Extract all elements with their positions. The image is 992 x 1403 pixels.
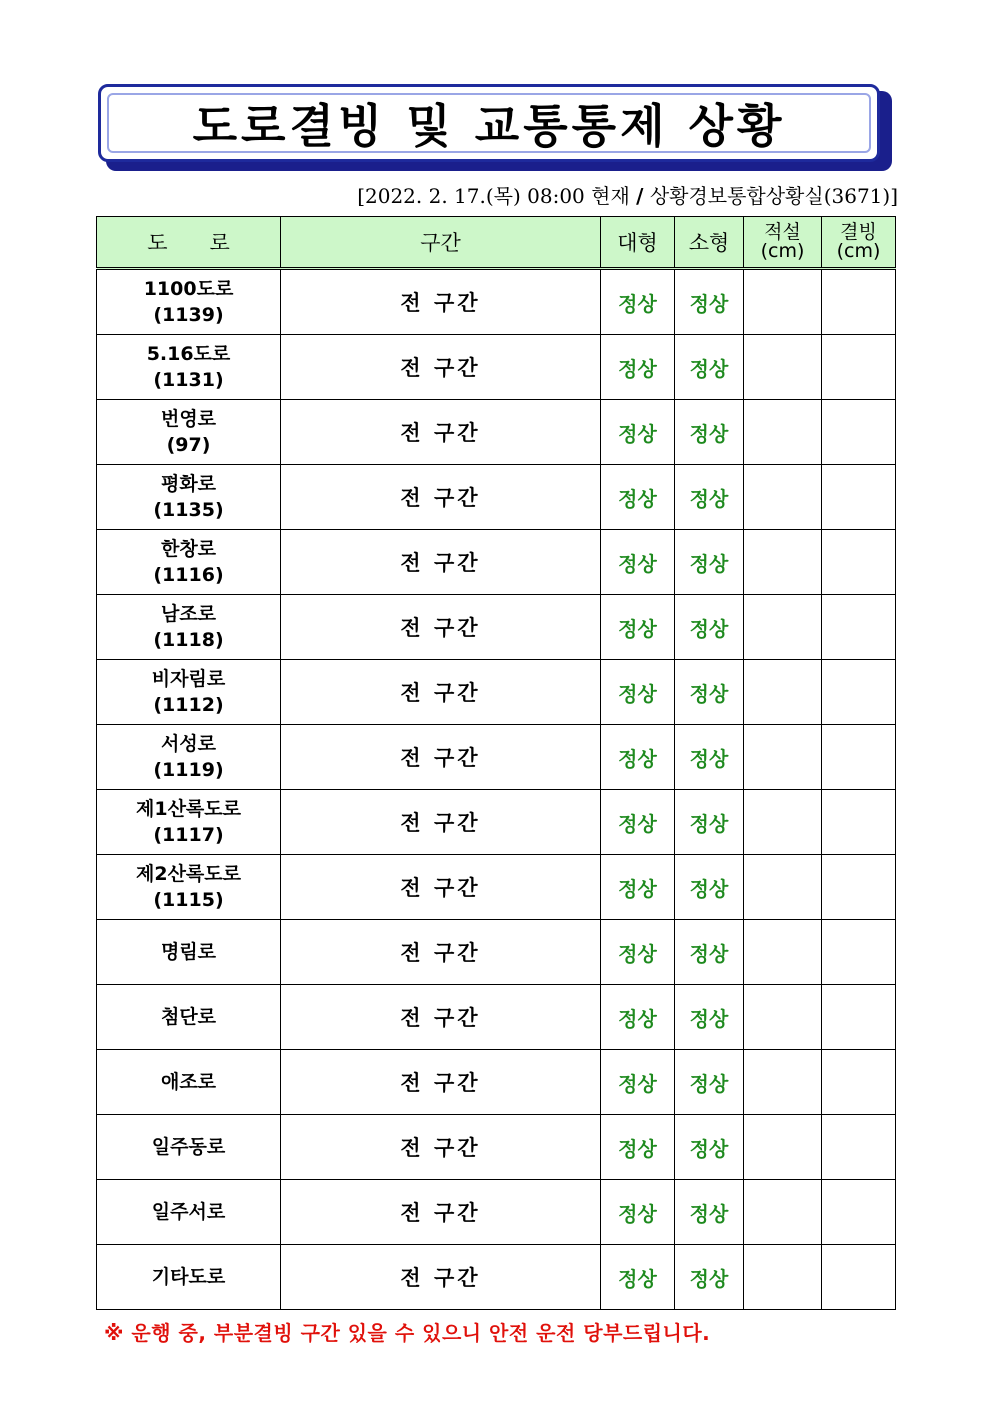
table-body	[97, 269, 896, 1310]
snow-depth-cell	[744, 855, 822, 920]
large-vehicle-status: 정상	[601, 985, 675, 1050]
section-cell: 전 구간	[281, 1245, 601, 1310]
ice-depth-cell	[822, 1050, 896, 1115]
large-vehicle-status: 정상	[601, 855, 675, 920]
road-cell	[97, 1115, 281, 1180]
small-vehicle-status: 정상	[675, 1115, 744, 1180]
road-name: 일주서로	[151, 1201, 226, 1223]
table-row	[97, 985, 896, 1050]
table-row	[97, 465, 896, 530]
road-name: 비자림로	[151, 668, 226, 690]
table-row	[97, 1050, 896, 1115]
road-cell	[97, 335, 281, 400]
small-vehicle-status: 정상	[675, 790, 744, 855]
road-status-table	[96, 216, 896, 1310]
road-cell	[97, 1180, 281, 1245]
road-cell	[97, 269, 281, 335]
ice-depth-cell	[822, 855, 896, 920]
large-vehicle-status: 정상	[601, 920, 675, 985]
table-row	[97, 920, 896, 985]
snow-depth-cell	[744, 1050, 822, 1115]
ice-depth-cell	[822, 400, 896, 465]
ice-depth-cell	[822, 465, 896, 530]
small-vehicle-status: 정상	[675, 855, 744, 920]
road-cell	[97, 1050, 281, 1115]
large-vehicle-status: 정상	[601, 790, 675, 855]
road-name: 번영로	[160, 408, 217, 430]
road-name: 한창로	[160, 538, 217, 560]
road-code: (1131)	[153, 369, 224, 391]
road-code: (1118)	[153, 629, 224, 651]
ice-depth-cell	[822, 985, 896, 1050]
road-cell	[97, 725, 281, 790]
large-vehicle-status: 정상	[601, 400, 675, 465]
road-cell	[97, 1245, 281, 1310]
road-name: 5.16도로	[146, 343, 231, 365]
large-vehicle-status: 정상	[601, 530, 675, 595]
large-vehicle-status: 정상	[601, 1245, 675, 1310]
ice-depth-cell	[822, 725, 896, 790]
large-vehicle-status: 정상	[601, 1115, 675, 1180]
table-row	[97, 1245, 896, 1310]
road-code: (1139)	[153, 304, 224, 326]
header-section: 구간	[281, 217, 601, 269]
large-vehicle-status: 정상	[601, 1050, 675, 1115]
page-title: 도로결빙 및 교통통제 상황	[192, 99, 786, 153]
road-name: 남조로	[160, 603, 217, 625]
header-ice	[822, 217, 896, 269]
large-vehicle-status: 정상	[601, 660, 675, 725]
table-row	[97, 400, 896, 465]
table-row	[97, 1180, 896, 1245]
small-vehicle-status: 정상	[675, 725, 744, 790]
large-vehicle-status: 정상	[601, 725, 675, 790]
report-office: 상황경보통합상황실(3671)]	[649, 184, 898, 208]
table-row	[97, 790, 896, 855]
header-ice-label: 결빙	[840, 221, 877, 243]
road-name: 제1산록도로	[136, 798, 241, 820]
large-vehicle-status: 정상	[601, 335, 675, 400]
road-code: (1112)	[153, 694, 224, 716]
small-vehicle-status: 정상	[675, 920, 744, 985]
road-code: (97)	[166, 434, 211, 456]
table-row	[97, 269, 896, 335]
table-row	[97, 530, 896, 595]
section-cell: 전 구간	[281, 985, 601, 1050]
section-cell: 전 구간	[281, 335, 601, 400]
small-vehicle-status: 정상	[675, 269, 744, 335]
safety-notice: ※ 운행 중, 부분결빙 구간 있을 수 있으니 안전 운전 당부드립니다.	[104, 1321, 711, 1345]
road-cell	[97, 595, 281, 660]
section-cell: 전 구간	[281, 530, 601, 595]
section-cell: 전 구간	[281, 400, 601, 465]
snow-depth-cell	[744, 595, 822, 660]
section-cell: 전 구간	[281, 1050, 601, 1115]
small-vehicle-status: 정상	[675, 660, 744, 725]
small-vehicle-status: 정상	[675, 465, 744, 530]
table-row	[97, 725, 896, 790]
ice-depth-cell	[822, 1180, 896, 1245]
small-vehicle-status: 정상	[675, 595, 744, 660]
section-cell: 전 구간	[281, 269, 601, 335]
road-cell	[97, 400, 281, 465]
header-snow-unit: (cm)	[760, 240, 805, 262]
section-cell: 전 구간	[281, 465, 601, 530]
small-vehicle-status: 정상	[675, 985, 744, 1050]
ice-depth-cell	[822, 1115, 896, 1180]
ice-depth-cell	[822, 269, 896, 335]
road-name: 1100도로	[143, 278, 234, 300]
header-small: 소형	[675, 217, 744, 269]
snow-depth-cell	[744, 1245, 822, 1310]
small-vehicle-status: 정상	[675, 1180, 744, 1245]
section-cell: 전 구간	[281, 790, 601, 855]
table-row	[97, 595, 896, 660]
large-vehicle-status: 정상	[601, 269, 675, 335]
large-vehicle-status: 정상	[601, 465, 675, 530]
small-vehicle-status: 정상	[675, 530, 744, 595]
ice-depth-cell	[822, 790, 896, 855]
section-cell: 전 구간	[281, 1115, 601, 1180]
road-name: 평화로	[160, 473, 217, 495]
road-code: (1115)	[153, 889, 224, 911]
road-name: 명림로	[160, 941, 217, 963]
road-cell	[97, 660, 281, 725]
small-vehicle-status: 정상	[675, 1245, 744, 1310]
ice-depth-cell	[822, 595, 896, 660]
road-name: 일주동로	[151, 1136, 226, 1158]
road-code: (1116)	[153, 564, 224, 586]
snow-depth-cell	[744, 920, 822, 985]
ice-depth-cell	[822, 1245, 896, 1310]
road-name: 제2산록도로	[136, 863, 241, 885]
snow-depth-cell	[744, 725, 822, 790]
road-code: (1119)	[153, 759, 224, 781]
table-row	[97, 335, 896, 400]
section-cell: 전 구간	[281, 855, 601, 920]
section-cell: 전 구간	[281, 725, 601, 790]
road-name: 첨단로	[160, 1006, 217, 1028]
road-cell	[97, 790, 281, 855]
section-cell: 전 구간	[281, 1180, 601, 1245]
large-vehicle-status: 정상	[601, 1180, 675, 1245]
ice-depth-cell	[822, 530, 896, 595]
snow-depth-cell	[744, 985, 822, 1050]
subtitle-separator: /	[636, 184, 644, 208]
table-row	[97, 1115, 896, 1180]
table-row	[97, 660, 896, 725]
header-snow-label: 적설	[764, 221, 801, 243]
large-vehicle-status: 정상	[601, 595, 675, 660]
road-name: 애조로	[160, 1071, 217, 1093]
road-cell	[97, 530, 281, 595]
road-code: (1135)	[153, 499, 224, 521]
small-vehicle-status: 정상	[675, 1050, 744, 1115]
section-cell: 전 구간	[281, 595, 601, 660]
title-banner	[98, 84, 880, 162]
header-road: 도 로	[97, 217, 281, 269]
snow-depth-cell	[744, 530, 822, 595]
header-large: 대형	[601, 217, 675, 269]
table-header-row	[97, 217, 896, 269]
road-name: 서성로	[160, 733, 217, 755]
table-row	[97, 855, 896, 920]
snow-depth-cell	[744, 1180, 822, 1245]
ice-depth-cell	[822, 920, 896, 985]
section-cell: 전 구간	[281, 660, 601, 725]
header-snow	[744, 217, 822, 269]
small-vehicle-status: 정상	[675, 400, 744, 465]
snow-depth-cell	[744, 269, 822, 335]
report-date: [2022. 2. 17.(목) 08:00 현재	[357, 184, 630, 208]
road-cell	[97, 985, 281, 1050]
road-cell	[97, 465, 281, 530]
small-vehicle-status: 정상	[675, 335, 744, 400]
road-cell	[97, 920, 281, 985]
snow-depth-cell	[744, 335, 822, 400]
snow-depth-cell	[744, 660, 822, 725]
ice-depth-cell	[822, 660, 896, 725]
report-timestamp	[357, 180, 898, 209]
road-cell	[97, 855, 281, 920]
road-code: (1117)	[153, 824, 224, 846]
snow-depth-cell	[744, 1115, 822, 1180]
section-cell: 전 구간	[281, 920, 601, 985]
snow-depth-cell	[744, 790, 822, 855]
road-name: 기타도로	[151, 1266, 226, 1288]
ice-depth-cell	[822, 335, 896, 400]
snow-depth-cell	[744, 465, 822, 530]
header-ice-unit: (cm)	[836, 240, 881, 262]
snow-depth-cell	[744, 400, 822, 465]
